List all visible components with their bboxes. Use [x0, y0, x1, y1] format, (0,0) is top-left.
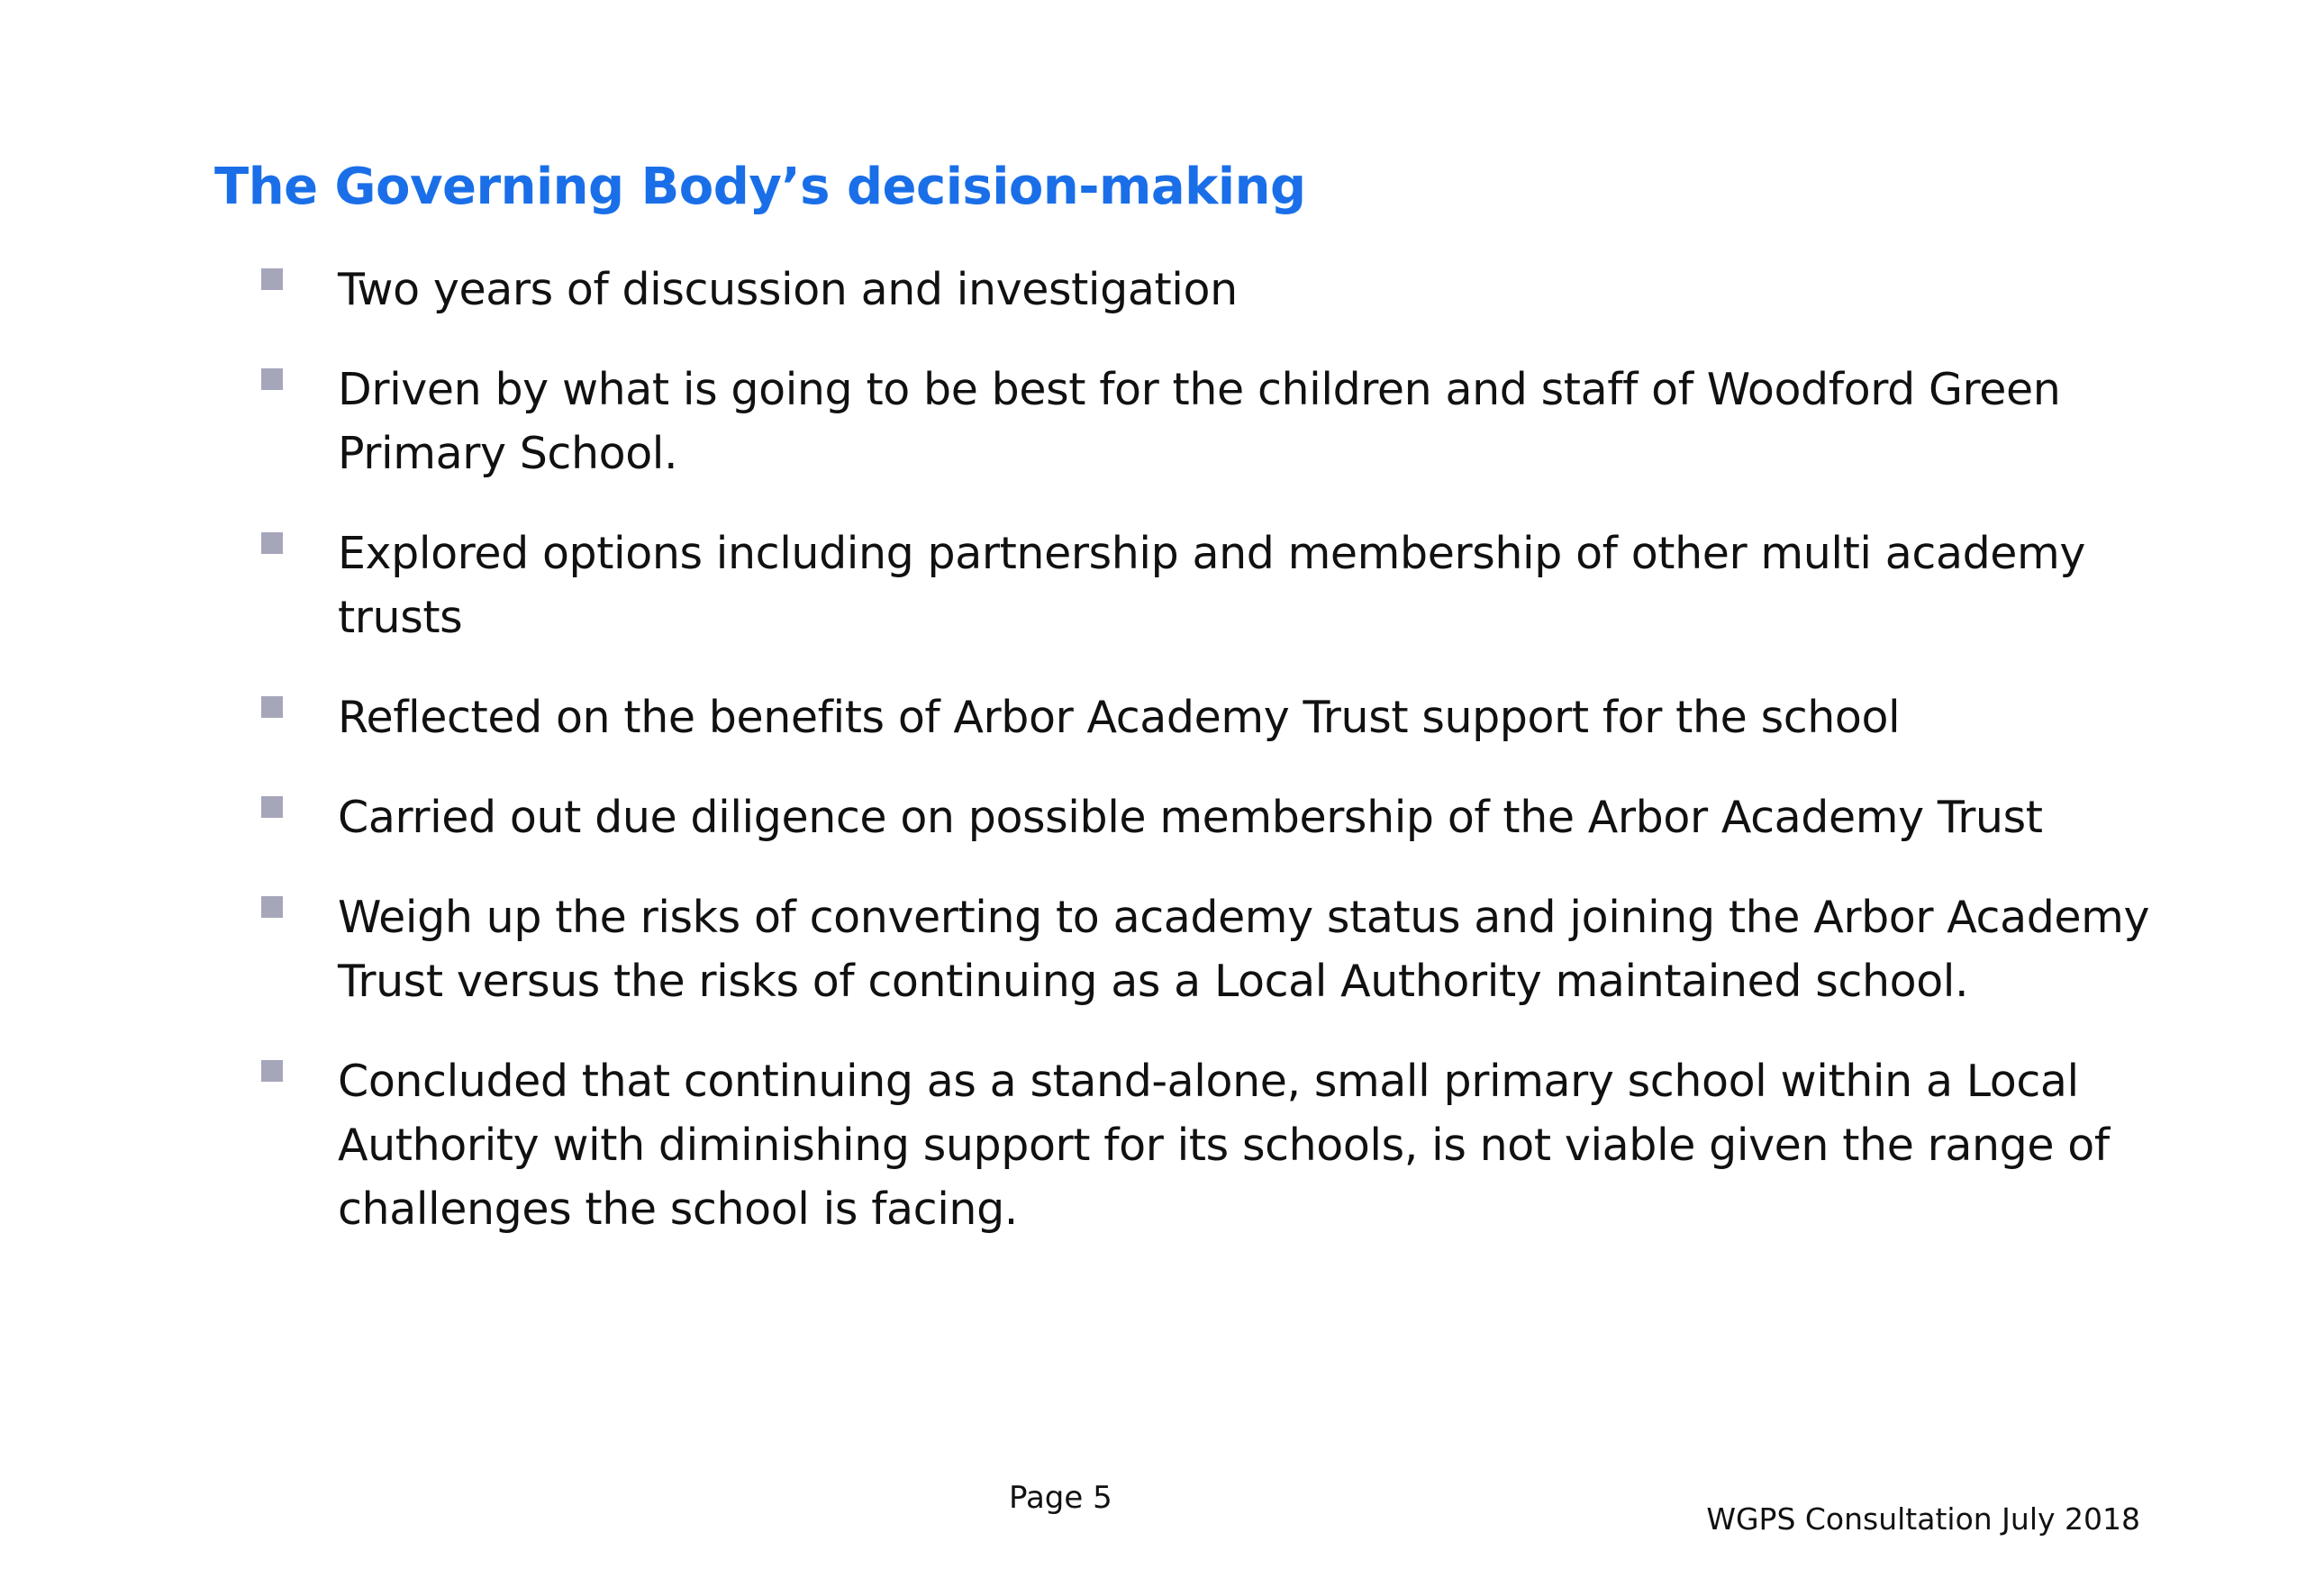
bullet-item	[261, 258, 2153, 322]
bullet-text: Driven by what is going to be best for the children and staff of Woodford Green Primary School.	[338, 364, 2061, 479]
bullet-text: Weigh up the risks of converting to academy status and joining the Arbor Academy Trust versus the risks of continuing as a Local Authority maintained school.	[338, 892, 2150, 1007]
bullet-list	[261, 258, 2153, 1277]
slide-title: The Governing Body’s decision-making	[214, 158, 1306, 216]
bullet-item	[261, 521, 2153, 649]
square-bullet-icon	[261, 696, 283, 718]
square-bullet-icon	[261, 532, 283, 554]
bullet-text: Carried out due diligence on possible membership of the Arbor Academy Trust	[338, 792, 2043, 843]
bullet-text: Concluded that continuing as a stand-alone, small primary school within a Local Authority with diminishing support for its schools, is not viable given the range of challenges the school is facing.	[338, 1056, 2110, 1235]
bullet-text: Explored options including partnership and membership of other multi academy trusts	[338, 528, 2085, 643]
footer-text: WGPS Consultation July 2018	[1706, 1501, 2140, 1537]
bullet-text: Reflected on the benefits of Arbor Academy Trust support for the school	[338, 692, 1901, 743]
square-bullet-icon	[261, 796, 283, 818]
bullet-item	[261, 885, 2153, 1013]
bullet-text: Two years of discussion and investigation	[338, 264, 1238, 315]
bullet-item	[261, 358, 2153, 485]
square-bullet-icon	[261, 896, 283, 918]
bullet-item	[261, 785, 2153, 849]
square-bullet-icon	[261, 1060, 283, 1082]
page-number: Page 5	[1009, 1480, 1112, 1516]
bullet-item	[261, 1049, 2153, 1241]
bullet-item	[261, 685, 2153, 749]
square-bullet-icon	[261, 368, 283, 390]
square-bullet-icon	[261, 268, 283, 290]
